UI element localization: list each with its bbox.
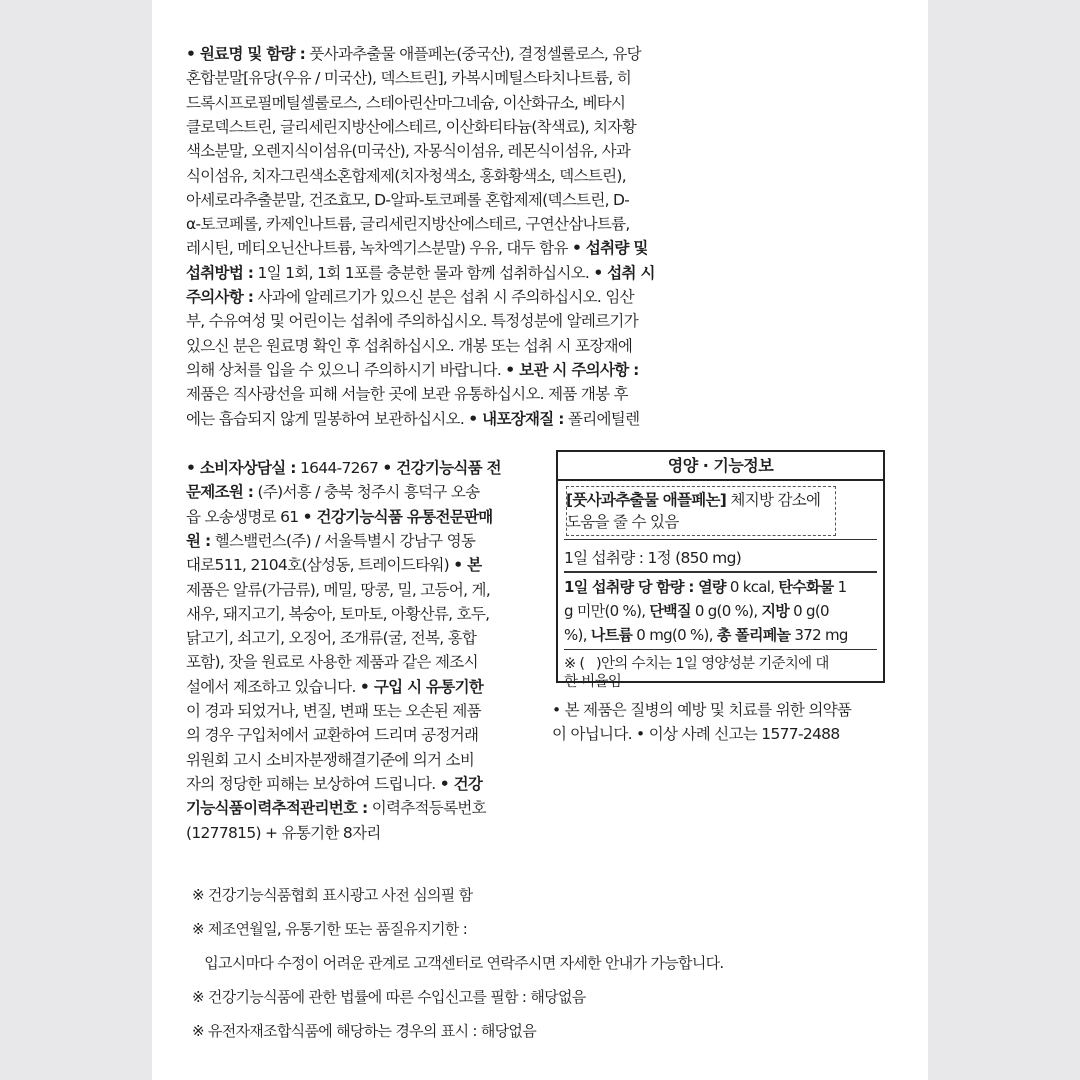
nutrition-title: 영양 · 기능정보 xyxy=(558,452,883,481)
info-line: 닭고기, 쇠고기, 오징어, 조개류(굴, 전복, 홍합 xyxy=(186,629,477,648)
function-claim: [풋사과추출물 애플페논] 체지방 감소에 xyxy=(566,491,821,509)
ingredient-line: • 원료명 및 함량 : 풋사과추출물 애플페논(중국산), 결정셀룰로스, 유당 xyxy=(186,45,641,63)
info-line: • 소비자상담실 : 1644-7267 • 건강기능식품 전 xyxy=(186,459,501,477)
ingredient-line: 레시틴, 메티오닌산나트륨, 녹차엑기스분말) 우유, 대두 함유 • 섭취량 및 xyxy=(186,239,648,258)
info-line: 대로511, 2104호(삼성동, 트레이드타워) • 본 xyxy=(186,556,482,575)
nutrient-line: g 미만(0 %), 단백질 0 g(0 %), 지방 0 g(0 xyxy=(564,602,829,620)
footer-note: ※ 건강기능식품에 관한 법률에 따른 수입신고를 필함 : 해당없음 xyxy=(192,988,586,1006)
info-line: 의 경우 구입처에서 교환하여 드리며 공정거래 xyxy=(186,726,479,745)
nutrition-info-box xyxy=(556,450,885,690)
info-line: 기능식품이력추적관리번호 : 이력추적등록번호 xyxy=(186,799,486,818)
info-line: 설에서 제조하고 있습니다. • 구입 시 유통기한 xyxy=(186,677,484,696)
medicine-notice: • 본 제품은 질병의 예방 및 치료를 위한 의약품 xyxy=(552,701,852,719)
footer-note: ※ 유전자재조합식품에 해당하는 경우의 표시 : 해당없음 xyxy=(192,1022,537,1040)
ingredient-line: 혼합분말[유당(우유 / 미국산), 덱스트린], 카복시메틸스타치나트륨, 히 xyxy=(186,69,632,88)
ingredient-line: 섭취방법 : 1일 1회, 1회 1포를 충분한 물과 함께 섭취하십시오. • 섭취 시 xyxy=(186,263,655,282)
divider xyxy=(564,571,877,573)
info-line: 문제조원 : (주)서흥 / 충북 청주시 흥덕구 오송 xyxy=(186,483,480,502)
ingredient-line: α-토코페롤, 카제인나트륨, 글리세린지방산에스테르, 구연산삼나트륨, xyxy=(186,215,630,234)
serving-size: 1일 섭취량 : 1정 (850 mg) xyxy=(564,549,742,567)
footnote-2: 한 비율임 xyxy=(564,674,622,690)
nutrient-line: %), 나트륨 0 mg(0 %), 총 폴리페놀 372 mg xyxy=(564,626,848,644)
footer-note: 입고시마다 수정이 어려운 관계로 고객센터로 연락주시면 자세한 안내가 가능합니다. xyxy=(192,954,724,972)
footer-note: ※ 제조연월일, 유통기한 또는 품질유지기한 : xyxy=(192,920,468,938)
function-claim-2: 도움을 줄 수 있음 xyxy=(566,513,679,531)
ingredient-line: 주의사항 : 사과에 알레르기가 있으신 분은 섭취 시 주의하십시오. 임산 xyxy=(186,288,634,306)
report-notice: 이 아닙니다. • 이상 사례 신고는 1577-2488 xyxy=(552,725,840,743)
ingredient-line: 의해 상처를 입을 수 있으니 주의하시기 바랍니다. • 보관 시 주의사항 : xyxy=(186,360,639,379)
ingredient-line: 에는 흡습되지 않게 밀봉하여 보관하십시오. • 내포장재질 : 폴리에틸렌 xyxy=(186,409,640,428)
info-line: 제품은 알류(가금류), 메밀, 땅콩, 밀, 고등어, 게, xyxy=(186,580,491,599)
info-line: 새우, 돼지고기, 복숭아, 토마토, 아황산류, 호두, xyxy=(186,604,490,623)
footnote: ※ ( )안의 수치는 1일 영양성분 기준치에 대 xyxy=(564,656,829,672)
ingredient-line: 있으신 분은 원료명 확인 후 섭취하십시오. 개봉 또는 섭취 시 포장재에 xyxy=(186,336,633,355)
info-line: (1277815) + 유통기한 8자리 xyxy=(186,823,381,842)
ingredient-line: 색소분말, 오렌지식이섬유(미국산), 자몽식이섬유, 레몬식이섬유, 사과 xyxy=(186,142,631,161)
info-line: 원 : 헬스밸런스(주) / 서울특별시 강남구 영동 xyxy=(186,531,476,550)
nutrient-line: 1일 섭취량 당 함량 : 열량 0 kcal, 탄수화물 1 xyxy=(564,578,847,596)
ingredient-line: 부, 수유여성 및 어린이는 섭취에 주의하십시오. 특정성분에 알레르기가 xyxy=(186,312,638,331)
ingredient-line: 식이섬유, 치자그린색소혼합제제(치자청색소, 홍화황색소, 덱스트린), xyxy=(186,166,626,185)
info-line: 이 경과 되었거나, 변질, 변패 또는 오손된 제품 xyxy=(186,702,481,720)
info-line: 읍 오송생명로 61 • 건강기능식품 유통전문판매 xyxy=(186,507,493,526)
ingredient-line: 아세로라추출분말, 건조효모, D-알파-토코페롤 혼합제제(덱스트린, D- xyxy=(186,190,630,209)
ingredient-line: 제품은 직사광선을 피해 서늘한 곳에 보관 유통하십시오. 제품 개봉 후 xyxy=(186,385,628,404)
info-line: 포함), 잣을 원료로 사용한 제품과 같은 제조시 xyxy=(186,653,478,672)
divider xyxy=(564,539,877,540)
footer-note: ※ 건강기능식품협회 표시광고 사전 심의필 함 xyxy=(192,886,473,904)
ingredient-line: 클로덱스트린, 글리세린지방산에스테르, 이산화티타늄(착색료), 치자황 xyxy=(186,117,636,136)
divider xyxy=(564,649,877,650)
info-line: 자의 정당한 피해는 보상하여 드립니다. • 건강 xyxy=(186,774,483,793)
ingredient-line: 드록시프로필메틸셀룰로스, 스테아린산마그네슘, 이산화규소, 베타시 xyxy=(186,93,626,112)
info-line: 위원회 고시 소비자분쟁해결기준에 의거 소비 xyxy=(186,750,475,769)
